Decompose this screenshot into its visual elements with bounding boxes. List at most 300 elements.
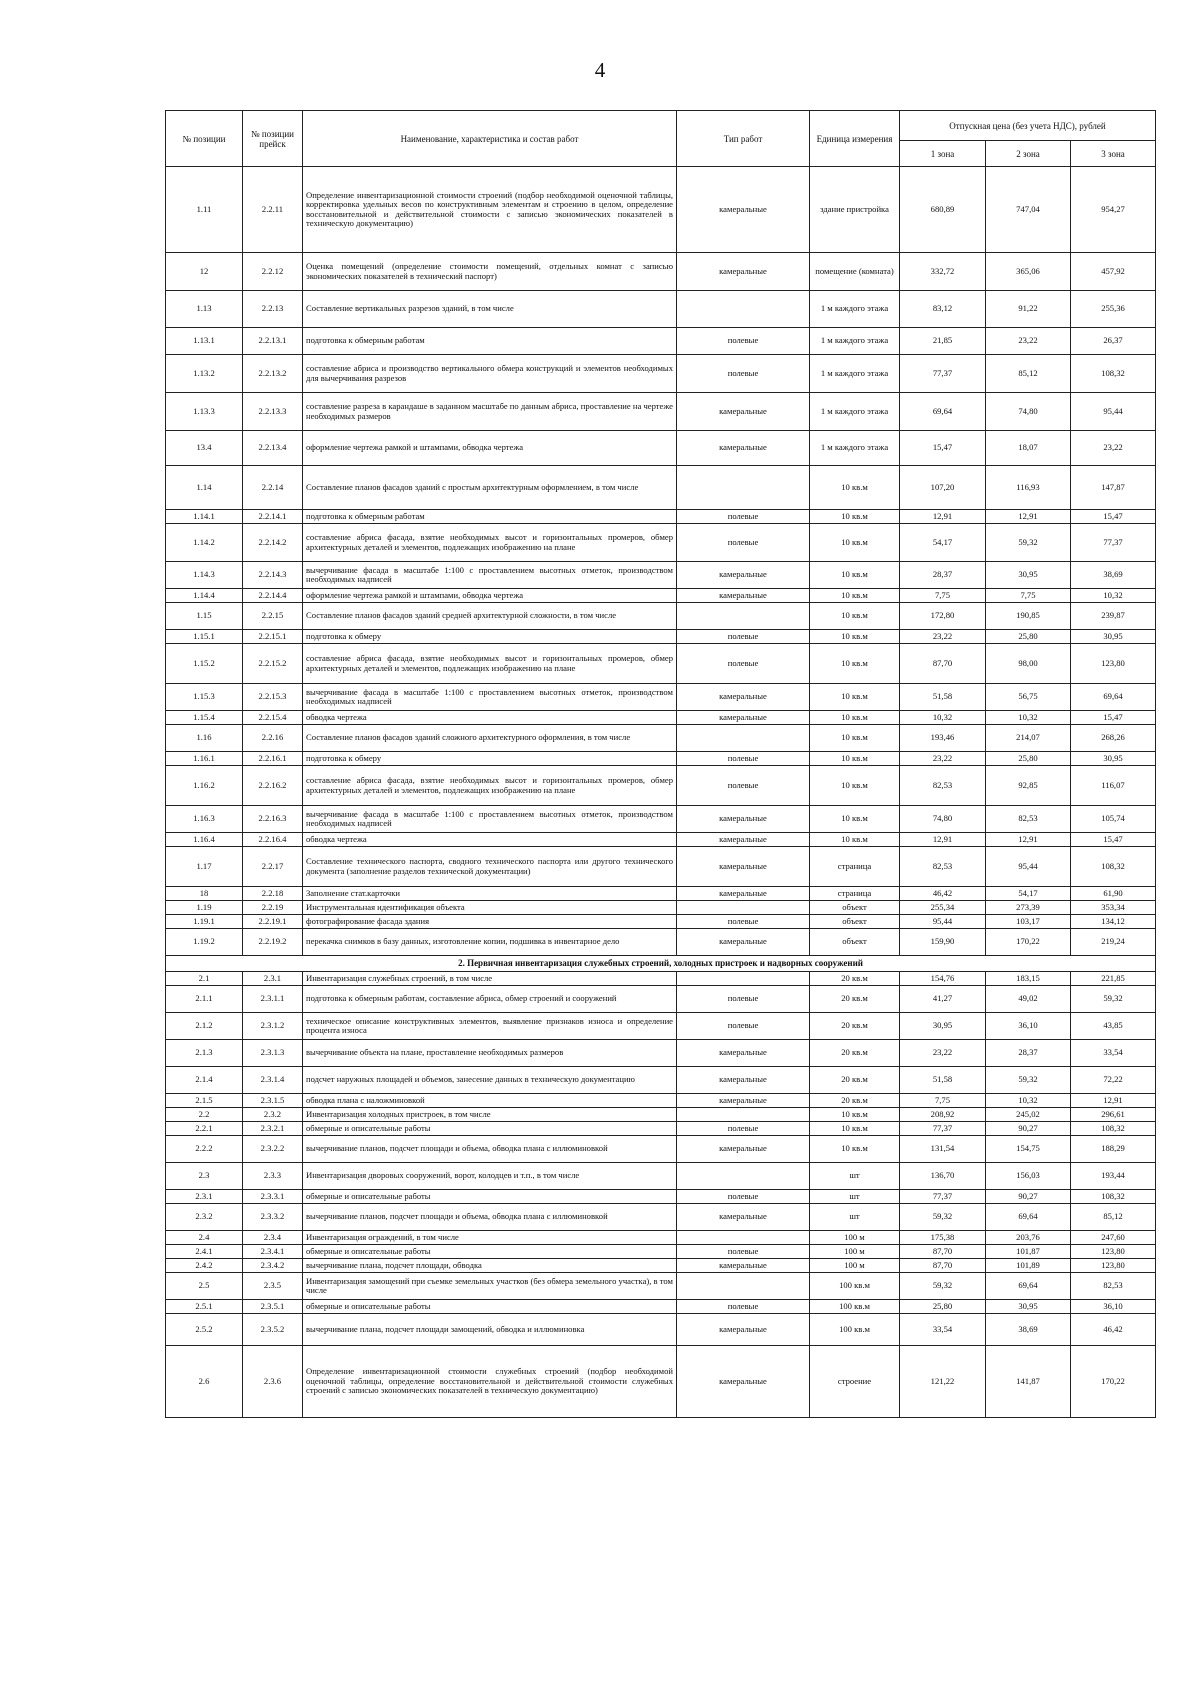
cell-unit: помещение (комната) bbox=[810, 253, 900, 291]
cell-zone-1-price: 87,70 bbox=[900, 644, 986, 684]
cell-zone-1-price: 77,37 bbox=[900, 1122, 986, 1136]
cell-zone-1-price: 82,53 bbox=[900, 847, 986, 887]
cell-zone-3-price: 239,87 bbox=[1071, 603, 1156, 630]
cell-position: 1.16.1 bbox=[166, 752, 243, 766]
cell-price-position: 2.2.16.3 bbox=[243, 806, 303, 833]
cell-price-position: 2.3.1.4 bbox=[243, 1067, 303, 1094]
cell-work-type: полевые bbox=[677, 1190, 810, 1204]
cell-zone-2-price: 7,75 bbox=[986, 589, 1071, 603]
cell-zone-3-price: 147,87 bbox=[1071, 466, 1156, 510]
cell-zone-2-price: 38,69 bbox=[986, 1314, 1071, 1346]
cell-price-position: 2.2.15.2 bbox=[243, 644, 303, 684]
cell-zone-1-price: 7,75 bbox=[900, 589, 986, 603]
cell-zone-1-price: 131,54 bbox=[900, 1136, 986, 1163]
table-row bbox=[166, 1300, 1156, 1314]
cell-work-type: полевые bbox=[677, 524, 810, 562]
cell-unit: 20 кв.м bbox=[810, 1067, 900, 1094]
cell-work-type bbox=[677, 603, 810, 630]
cell-work-type: полевые bbox=[677, 766, 810, 806]
cell-unit: шт bbox=[810, 1163, 900, 1190]
cell-zone-1-price: 107,20 bbox=[900, 466, 986, 510]
cell-zone-1-price: 208,92 bbox=[900, 1108, 986, 1122]
cell-work-type bbox=[677, 1163, 810, 1190]
cell-zone-2-price: 116,93 bbox=[986, 466, 1071, 510]
cell-position: 2.5.2 bbox=[166, 1314, 243, 1346]
cell-work-type: полевые bbox=[677, 355, 810, 393]
table-row bbox=[166, 1163, 1156, 1190]
cell-name: Составление вертикальных разрезов зданий, в том числе bbox=[303, 291, 677, 328]
cell-name: фотографирование фасада здания bbox=[303, 915, 677, 929]
cell-unit: 10 кв.м bbox=[810, 466, 900, 510]
cell-unit: 1 м каждого этажа bbox=[810, 355, 900, 393]
cell-zone-3-price: 108,32 bbox=[1071, 1122, 1156, 1136]
cell-name: обмерные и описательные работы bbox=[303, 1122, 677, 1136]
cell-name: Составление технического паспорта, сводного технического паспорта или другого технического документа (заполнение разделов технической документации) bbox=[303, 847, 677, 887]
table-row bbox=[166, 1273, 1156, 1300]
table-row bbox=[166, 291, 1156, 328]
cell-position: 2.2 bbox=[166, 1108, 243, 1122]
cell-unit: 10 кв.м bbox=[810, 833, 900, 847]
cell-price-position: 2.3.1 bbox=[243, 972, 303, 986]
cell-name: составление абриса фасада, взятие необходимых высот и горизонтальных промеров, обмер архитектурных деталей и элементов, подлежащих изображению на плане bbox=[303, 524, 677, 562]
cell-position: 1.13.2 bbox=[166, 355, 243, 393]
table-row bbox=[166, 524, 1156, 562]
cell-zone-1-price: 87,70 bbox=[900, 1259, 986, 1273]
cell-work-type: камеральные bbox=[677, 1346, 810, 1418]
cell-price-position: 2.3.2 bbox=[243, 1108, 303, 1122]
cell-zone-3-price: 123,80 bbox=[1071, 644, 1156, 684]
cell-name: подготовка к обмерным работам bbox=[303, 510, 677, 524]
cell-work-type: камеральные bbox=[677, 589, 810, 603]
cell-zone-2-price: 85,12 bbox=[986, 355, 1071, 393]
table-row bbox=[166, 684, 1156, 711]
cell-zone-3-price: 33,54 bbox=[1071, 1040, 1156, 1067]
cell-position: 13.4 bbox=[166, 431, 243, 466]
cell-position: 2.5 bbox=[166, 1273, 243, 1300]
cell-zone-2-price: 18,07 bbox=[986, 431, 1071, 466]
section-title: 2. Первичная инвентаризация служебных строений, холодных пристроек и надворных сооружений bbox=[166, 956, 1156, 972]
cell-name: оформление чертежа рамкой и штампами, обводка чертежа bbox=[303, 431, 677, 466]
cell-position: 1.14.2 bbox=[166, 524, 243, 562]
cell-position: 2.6 bbox=[166, 1346, 243, 1418]
cell-zone-2-price: 69,64 bbox=[986, 1273, 1071, 1300]
cell-zone-3-price: 30,95 bbox=[1071, 752, 1156, 766]
cell-position: 1.16.2 bbox=[166, 766, 243, 806]
price-table-body bbox=[166, 167, 1156, 1418]
cell-zone-3-price: 255,36 bbox=[1071, 291, 1156, 328]
cell-zone-1-price: 680,89 bbox=[900, 167, 986, 253]
cell-price-position: 2.2.13.3 bbox=[243, 393, 303, 431]
cell-name: перекачка снимков в базу данных, изготовление копии, подшивка в инвентарное дело bbox=[303, 929, 677, 956]
table-row bbox=[166, 1122, 1156, 1136]
cell-zone-1-price: 154,76 bbox=[900, 972, 986, 986]
cell-work-type: полевые bbox=[677, 915, 810, 929]
cell-zone-1-price: 15,47 bbox=[900, 431, 986, 466]
cell-price-position: 2.2.14 bbox=[243, 466, 303, 510]
cell-unit: шт bbox=[810, 1190, 900, 1204]
cell-zone-2-price: 141,87 bbox=[986, 1346, 1071, 1418]
cell-zone-1-price: 83,12 bbox=[900, 291, 986, 328]
cell-unit: 10 кв.м bbox=[810, 1136, 900, 1163]
cell-position: 2.1 bbox=[166, 972, 243, 986]
cell-name: подготовка к обмеру bbox=[303, 630, 677, 644]
cell-work-type: камеральные bbox=[677, 847, 810, 887]
cell-position: 1.19 bbox=[166, 901, 243, 915]
header-zone-3: 3 зона bbox=[1071, 141, 1156, 167]
table-row bbox=[166, 1108, 1156, 1122]
cell-unit: 10 кв.м bbox=[810, 711, 900, 725]
cell-price-position: 2.3.5.1 bbox=[243, 1300, 303, 1314]
cell-zone-2-price: 747,04 bbox=[986, 167, 1071, 253]
cell-unit: 20 кв.м bbox=[810, 1040, 900, 1067]
cell-position: 1.15.1 bbox=[166, 630, 243, 644]
cell-price-position: 2.2.16 bbox=[243, 725, 303, 752]
cell-zone-1-price: 7,75 bbox=[900, 1094, 986, 1108]
cell-work-type: камеральные bbox=[677, 711, 810, 725]
cell-work-type: камеральные bbox=[677, 431, 810, 466]
cell-zone-2-price: 92,85 bbox=[986, 766, 1071, 806]
cell-zone-3-price: 108,32 bbox=[1071, 355, 1156, 393]
cell-work-type bbox=[677, 1108, 810, 1122]
cell-zone-1-price: 136,70 bbox=[900, 1163, 986, 1190]
cell-work-type bbox=[677, 972, 810, 986]
cell-zone-2-price: 12,91 bbox=[986, 510, 1071, 524]
cell-price-position: 2.2.13 bbox=[243, 291, 303, 328]
price-table bbox=[165, 110, 1156, 1418]
cell-position: 1.11 bbox=[166, 167, 243, 253]
cell-unit: 10 кв.м bbox=[810, 1122, 900, 1136]
cell-price-position: 2.3.5.2 bbox=[243, 1314, 303, 1346]
cell-zone-2-price: 214,07 bbox=[986, 725, 1071, 752]
cell-zone-3-price: 353,34 bbox=[1071, 901, 1156, 915]
cell-name: вычерчивание планов, подсчет площади и объема, обводка плана с иллюминовкой bbox=[303, 1204, 677, 1231]
cell-position: 1.14 bbox=[166, 466, 243, 510]
cell-name: Определение инвентаризационной стоимости служебных строений (подбор необходимой оценочной таблицы, определение восстановительной и действительной стоимости служебных строений с записью экономических показателей в техническую документацию) bbox=[303, 1346, 677, 1418]
cell-zone-1-price: 193,46 bbox=[900, 725, 986, 752]
cell-zone-1-price: 25,80 bbox=[900, 1300, 986, 1314]
cell-zone-3-price: 61,90 bbox=[1071, 887, 1156, 901]
cell-work-type: полевые bbox=[677, 752, 810, 766]
cell-position: 2.4.2 bbox=[166, 1259, 243, 1273]
cell-unit: 100 м bbox=[810, 1245, 900, 1259]
cell-work-type: камеральные bbox=[677, 887, 810, 901]
cell-zone-2-price: 36,10 bbox=[986, 1013, 1071, 1040]
table-row bbox=[166, 711, 1156, 725]
cell-unit: 100 кв.м bbox=[810, 1300, 900, 1314]
cell-zone-1-price: 255,34 bbox=[900, 901, 986, 915]
cell-name: подготовка к обмерным работам, составление абриса, обмер строений и сооружений bbox=[303, 986, 677, 1013]
cell-work-type: камеральные bbox=[677, 1094, 810, 1108]
cell-price-position: 2.3.4.2 bbox=[243, 1259, 303, 1273]
cell-unit: 10 кв.м bbox=[810, 644, 900, 684]
cell-work-type: камеральные bbox=[677, 929, 810, 956]
cell-name: вычерчивание объекта на плане, проставление необходимых размеров bbox=[303, 1040, 677, 1067]
cell-price-position: 2.2.16.1 bbox=[243, 752, 303, 766]
cell-name: составление абриса фасада, взятие необходимых высот и горизонтальных промеров, обмер архитектурных деталей и элементов, подлежащих изображению на плане bbox=[303, 766, 677, 806]
cell-price-position: 2.2.14.3 bbox=[243, 562, 303, 589]
cell-zone-3-price: 457,92 bbox=[1071, 253, 1156, 291]
header-unit: Единица измерения bbox=[810, 111, 900, 167]
cell-price-position: 2.3.1.2 bbox=[243, 1013, 303, 1040]
cell-zone-1-price: 69,64 bbox=[900, 393, 986, 431]
cell-work-type: камеральные bbox=[677, 1314, 810, 1346]
cell-unit: 1 м каждого этажа bbox=[810, 393, 900, 431]
cell-zone-3-price: 43,85 bbox=[1071, 1013, 1156, 1040]
cell-unit: 10 кв.м bbox=[810, 725, 900, 752]
cell-unit: объект bbox=[810, 929, 900, 956]
cell-zone-2-price: 203,76 bbox=[986, 1231, 1071, 1245]
cell-unit: 10 кв.м bbox=[810, 806, 900, 833]
cell-price-position: 2.2.15.3 bbox=[243, 684, 303, 711]
cell-zone-1-price: 74,80 bbox=[900, 806, 986, 833]
cell-price-position: 2.2.13.4 bbox=[243, 431, 303, 466]
cell-zone-2-price: 95,44 bbox=[986, 847, 1071, 887]
cell-zone-3-price: 77,37 bbox=[1071, 524, 1156, 562]
header-position: № позиции bbox=[166, 111, 243, 167]
table-row bbox=[166, 1314, 1156, 1346]
cell-position: 1.14.4 bbox=[166, 589, 243, 603]
cell-name: обмерные и описательные работы bbox=[303, 1190, 677, 1204]
cell-price-position: 2.3.3.1 bbox=[243, 1190, 303, 1204]
cell-zone-2-price: 59,32 bbox=[986, 1067, 1071, 1094]
cell-zone-3-price: 268,26 bbox=[1071, 725, 1156, 752]
table-row bbox=[166, 603, 1156, 630]
cell-zone-3-price: 296,61 bbox=[1071, 1108, 1156, 1122]
table-row bbox=[166, 510, 1156, 524]
cell-work-type: камеральные bbox=[677, 1259, 810, 1273]
header-zone-2: 2 зона bbox=[986, 141, 1071, 167]
table-row bbox=[166, 986, 1156, 1013]
table-row bbox=[166, 1094, 1156, 1108]
cell-zone-1-price: 54,17 bbox=[900, 524, 986, 562]
cell-position: 2.1.5 bbox=[166, 1094, 243, 1108]
table-row bbox=[166, 1067, 1156, 1094]
cell-zone-2-price: 49,02 bbox=[986, 986, 1071, 1013]
table-row bbox=[166, 630, 1156, 644]
cell-position: 1.16 bbox=[166, 725, 243, 752]
cell-position: 1.13.3 bbox=[166, 393, 243, 431]
cell-zone-3-price: 219,24 bbox=[1071, 929, 1156, 956]
table-row bbox=[166, 562, 1156, 589]
cell-zone-3-price: 10,32 bbox=[1071, 589, 1156, 603]
cell-name: подготовка к обмерным работам bbox=[303, 328, 677, 355]
cell-zone-2-price: 25,80 bbox=[986, 630, 1071, 644]
cell-name: Инвентаризация замощений при съемке земельных участков (без обмера земельного участка), в том числе bbox=[303, 1273, 677, 1300]
cell-zone-2-price: 183,15 bbox=[986, 972, 1071, 986]
table-row bbox=[166, 1346, 1156, 1418]
cell-zone-3-price: 30,95 bbox=[1071, 630, 1156, 644]
cell-unit: 100 кв.м bbox=[810, 1273, 900, 1300]
cell-zone-1-price: 12,91 bbox=[900, 510, 986, 524]
cell-zone-1-price: 23,22 bbox=[900, 1040, 986, 1067]
cell-zone-2-price: 90,27 bbox=[986, 1122, 1071, 1136]
cell-name: Оценка помещений (определение стоимости помещений, отдельных комнат с записью экономических показателей в технический паспорт) bbox=[303, 253, 677, 291]
cell-work-type: камеральные bbox=[677, 167, 810, 253]
cell-work-type: камеральные bbox=[677, 1040, 810, 1067]
cell-zone-2-price: 10,32 bbox=[986, 711, 1071, 725]
section-header-row bbox=[166, 956, 1156, 972]
cell-work-type: полевые bbox=[677, 986, 810, 1013]
cell-zone-3-price: 188,29 bbox=[1071, 1136, 1156, 1163]
cell-price-position: 2.3.5 bbox=[243, 1273, 303, 1300]
cell-price-position: 2.3.4 bbox=[243, 1231, 303, 1245]
cell-price-position: 2.3.1.1 bbox=[243, 986, 303, 1013]
table-row bbox=[166, 929, 1156, 956]
cell-zone-1-price: 82,53 bbox=[900, 766, 986, 806]
cell-work-type: камеральные bbox=[677, 684, 810, 711]
cell-zone-1-price: 87,70 bbox=[900, 1245, 986, 1259]
cell-zone-3-price: 247,60 bbox=[1071, 1231, 1156, 1245]
cell-name: Составление планов фасадов зданий сложного архитектурного оформления, в том числе bbox=[303, 725, 677, 752]
cell-price-position: 2.2.12 bbox=[243, 253, 303, 291]
cell-unit: 10 кв.м bbox=[810, 510, 900, 524]
cell-unit: 10 кв.м bbox=[810, 1108, 900, 1122]
price-table-wrapper bbox=[165, 110, 1155, 1418]
cell-position: 2.3.1 bbox=[166, 1190, 243, 1204]
cell-zone-1-price: 51,58 bbox=[900, 1067, 986, 1094]
cell-work-type: камеральные bbox=[677, 1067, 810, 1094]
cell-name: вычерчивание фасада в масштабе 1:100 с проставлением высотных отметок, производством необходимых надписей bbox=[303, 562, 677, 589]
cell-zone-1-price: 51,58 bbox=[900, 684, 986, 711]
table-row bbox=[166, 328, 1156, 355]
cell-zone-3-price: 72,22 bbox=[1071, 1067, 1156, 1094]
cell-zone-1-price: 77,37 bbox=[900, 355, 986, 393]
cell-position: 1.13.1 bbox=[166, 328, 243, 355]
cell-zone-1-price: 21,85 bbox=[900, 328, 986, 355]
header-zone-1: 1 зона bbox=[900, 141, 986, 167]
cell-name: вычерчивание плана, подсчет площади, обводка bbox=[303, 1259, 677, 1273]
cell-unit: страница bbox=[810, 887, 900, 901]
cell-zone-3-price: 46,42 bbox=[1071, 1314, 1156, 1346]
cell-price-position: 2.2.15 bbox=[243, 603, 303, 630]
cell-zone-3-price: 36,10 bbox=[1071, 1300, 1156, 1314]
cell-position: 1.19.1 bbox=[166, 915, 243, 929]
cell-price-position: 2.2.11 bbox=[243, 167, 303, 253]
cell-work-type bbox=[677, 901, 810, 915]
cell-name: вычерчивание фасада в масштабе 1:100 с проставлением высотных отметок, производством необходимых надписей bbox=[303, 806, 677, 833]
cell-position: 1.15 bbox=[166, 603, 243, 630]
cell-zone-2-price: 28,37 bbox=[986, 1040, 1071, 1067]
cell-zone-3-price: 108,32 bbox=[1071, 1190, 1156, 1204]
cell-name: оформление чертежа рамкой и штампами, обводка чертежа bbox=[303, 589, 677, 603]
cell-zone-3-price: 38,69 bbox=[1071, 562, 1156, 589]
cell-zone-3-price: 15,47 bbox=[1071, 510, 1156, 524]
cell-zone-1-price: 23,22 bbox=[900, 752, 986, 766]
cell-name: Инвентаризация холодных пристроек, в том числе bbox=[303, 1108, 677, 1122]
cell-unit: 100 м bbox=[810, 1231, 900, 1245]
table-row bbox=[166, 1013, 1156, 1040]
cell-unit: 1 м каждого этажа bbox=[810, 431, 900, 466]
cell-zone-1-price: 59,32 bbox=[900, 1273, 986, 1300]
table-row bbox=[166, 253, 1156, 291]
cell-price-position: 2.2.15.4 bbox=[243, 711, 303, 725]
table-row bbox=[166, 466, 1156, 510]
cell-unit: 10 кв.м bbox=[810, 752, 900, 766]
cell-price-position: 2.3.3.2 bbox=[243, 1204, 303, 1231]
cell-position: 1.16.3 bbox=[166, 806, 243, 833]
cell-unit: 100 кв.м bbox=[810, 1314, 900, 1346]
cell-price-position: 2.3.2.1 bbox=[243, 1122, 303, 1136]
cell-unit: 20 кв.м bbox=[810, 1013, 900, 1040]
table-row bbox=[166, 887, 1156, 901]
table-row bbox=[166, 1136, 1156, 1163]
cell-zone-3-price: 12,91 bbox=[1071, 1094, 1156, 1108]
cell-zone-3-price: 123,80 bbox=[1071, 1245, 1156, 1259]
cell-zone-3-price: 116,07 bbox=[1071, 766, 1156, 806]
cell-zone-2-price: 190,85 bbox=[986, 603, 1071, 630]
cell-name: составление абриса и производство вертикального обмера конструкций и элементов необходимых для вычерчивания разрезов bbox=[303, 355, 677, 393]
page-number: 4 bbox=[594, 58, 606, 82]
cell-name: техническое описание конструктивных элементов, выявление признаков износа и определение процента износа bbox=[303, 1013, 677, 1040]
table-row bbox=[166, 915, 1156, 929]
cell-zone-3-price: 85,12 bbox=[1071, 1204, 1156, 1231]
cell-price-position: 2.3.1.5 bbox=[243, 1094, 303, 1108]
cell-price-position: 2.2.17 bbox=[243, 847, 303, 887]
cell-name: подсчет наружных площадей и объемов, занесение данных в техническую документацию bbox=[303, 1067, 677, 1094]
cell-zone-2-price: 245,02 bbox=[986, 1108, 1071, 1122]
table-row bbox=[166, 833, 1156, 847]
header-price-group: Отпускная цена (без учета НДС), рублей bbox=[900, 111, 1156, 141]
cell-position: 1.14.3 bbox=[166, 562, 243, 589]
cell-position: 12 bbox=[166, 253, 243, 291]
cell-price-position: 2.2.14.1 bbox=[243, 510, 303, 524]
cell-zone-1-price: 30,95 bbox=[900, 1013, 986, 1040]
table-row bbox=[166, 752, 1156, 766]
table-row bbox=[166, 1040, 1156, 1067]
cell-zone-1-price: 172,80 bbox=[900, 603, 986, 630]
cell-price-position: 2.2.13.2 bbox=[243, 355, 303, 393]
cell-name: обмерные и описательные работы bbox=[303, 1300, 677, 1314]
cell-zone-2-price: 59,32 bbox=[986, 524, 1071, 562]
cell-unit: шт bbox=[810, 1204, 900, 1231]
cell-zone-3-price: 69,64 bbox=[1071, 684, 1156, 711]
cell-position: 2.5.1 bbox=[166, 1300, 243, 1314]
cell-zone-1-price: 23,22 bbox=[900, 630, 986, 644]
cell-work-type bbox=[677, 466, 810, 510]
cell-name: обводка чертежа bbox=[303, 833, 677, 847]
cell-unit: 10 кв.м bbox=[810, 589, 900, 603]
cell-position: 1.19.2 bbox=[166, 929, 243, 956]
cell-zone-1-price: 28,37 bbox=[900, 562, 986, 589]
cell-zone-3-price: 23,22 bbox=[1071, 431, 1156, 466]
table-row bbox=[166, 847, 1156, 887]
cell-zone-1-price: 12,91 bbox=[900, 833, 986, 847]
table-row bbox=[166, 589, 1156, 603]
cell-zone-2-price: 23,22 bbox=[986, 328, 1071, 355]
table-row bbox=[166, 725, 1156, 752]
cell-zone-2-price: 82,53 bbox=[986, 806, 1071, 833]
cell-zone-2-price: 365,06 bbox=[986, 253, 1071, 291]
cell-price-position: 2.2.16.2 bbox=[243, 766, 303, 806]
table-row bbox=[166, 766, 1156, 806]
cell-name: вычерчивание планов, подсчет площади и объема, обводка плана с иллюминовкой bbox=[303, 1136, 677, 1163]
cell-price-position: 2.2.19 bbox=[243, 901, 303, 915]
table-row bbox=[166, 1259, 1156, 1273]
cell-unit: здание пристройка bbox=[810, 167, 900, 253]
cell-zone-2-price: 101,89 bbox=[986, 1259, 1071, 1273]
cell-position: 1.15.3 bbox=[166, 684, 243, 711]
cell-zone-2-price: 156,03 bbox=[986, 1163, 1071, 1190]
cell-zone-3-price: 221,85 bbox=[1071, 972, 1156, 986]
cell-position: 2.1.1 bbox=[166, 986, 243, 1013]
cell-zone-3-price: 193,44 bbox=[1071, 1163, 1156, 1190]
cell-position: 1.17 bbox=[166, 847, 243, 887]
cell-zone-1-price: 10,32 bbox=[900, 711, 986, 725]
cell-name: обводка чертежа bbox=[303, 711, 677, 725]
cell-price-position: 2.3.1.3 bbox=[243, 1040, 303, 1067]
cell-zone-2-price: 12,91 bbox=[986, 833, 1071, 847]
cell-work-type bbox=[677, 1231, 810, 1245]
